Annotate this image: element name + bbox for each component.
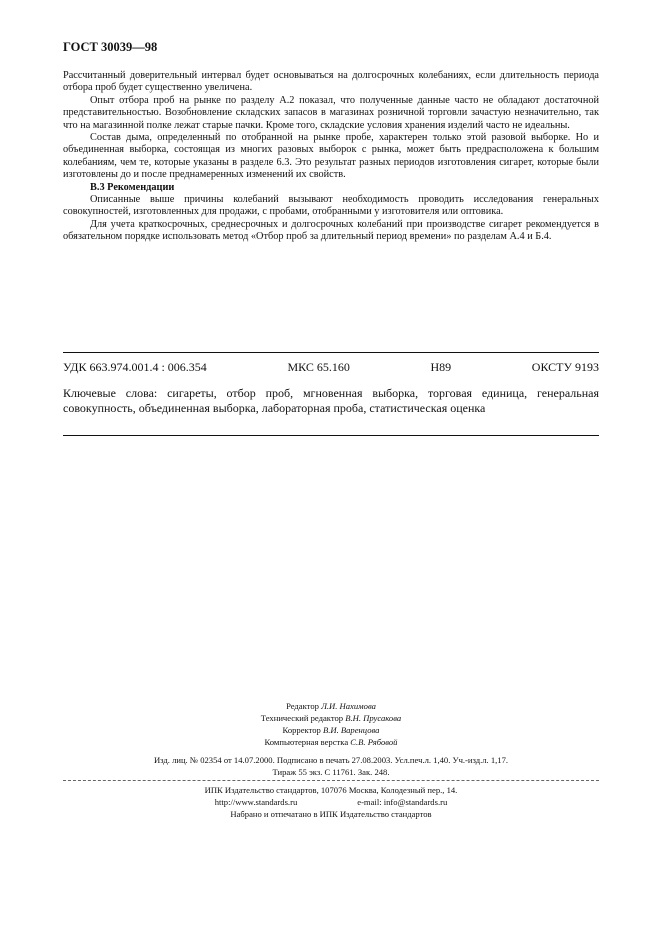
page-header-doc-id: ГОСТ 30039—98: [63, 40, 158, 54]
udk-code: УДК 663.974.001.4 : 006.354: [63, 360, 207, 374]
corrector-line: [63, 724, 599, 736]
paragraph-3: Состав дыма, определенный по отобранной на рынке пробе, характерен только этой разовой выборке. Но и объединенная выборка, состоящая из многих разовых выборок с рынка, может быть предрасположена к большим колебаниям, чем те, которые указаны в разделе 6.3. Это результат разных периодов изготовления сигарет, которые были изготовлены до и после преднамеренных изменений их свойств.: [63, 132, 599, 181]
okstu-code: ОКСТУ 9193: [531, 360, 599, 374]
top-divider: [63, 352, 599, 353]
layout-label: Компьютерная верстка: [264, 737, 349, 747]
imprint: [63, 700, 599, 820]
email-link[interactable]: e-mail: info@standards.ru: [357, 797, 448, 807]
bottom-divider: [63, 435, 599, 436]
publisher-line: ИПК Издательство стандартов, 107076 Москва, Колодезный пер., 14.: [204, 785, 458, 795]
dashed-divider: [63, 780, 599, 781]
paragraph-2: Опыт отбора проб на рынке по разделу А.2 показал, что полученные данные часто не обладают достаточной представительностью. Возобновление складских запасов в магазинах розничной торговли зачастую незначительно, так что на магазинной полке лежат старые пачки. Кроме того, складские условия хранения изделий часто не идеальны.: [63, 94, 599, 131]
paragraph-1: Рассчитанный доверительный интервал будет основываться на долгосрочных колебаниях, если длительность периода отбора проб будет существенно увеличена.: [63, 70, 599, 94]
classification-row: [63, 360, 599, 375]
keywords: Ключевые слова: сигареты, отбор проб, мгновенная выборка, торговая единица, генеральная совокупность, объединенная выборка, лабораторная проба, статистическая оценка: [63, 386, 599, 415]
tech-editor-name: В.Н. Прусакова: [345, 713, 402, 723]
corrector-label: Корректор: [282, 725, 321, 735]
body-text: [63, 70, 599, 244]
editor-line: [63, 700, 599, 712]
mks-code: МКС 65.160: [287, 360, 350, 374]
tech-editor-line: [63, 712, 599, 724]
paragraph-4: Описанные выше причины колебаний вызывают необходимость проводить исследования генеральных совокупностей, изготовленных для продажи, с пробами, отобранными у изготовителя или оптовика.: [63, 194, 599, 218]
editor-name: Л.И. Нахимова: [321, 701, 376, 711]
tech-editor-label: Технический редактор: [260, 713, 344, 723]
layout-line: [63, 736, 599, 748]
print-run-line: Тираж 55 экз. С 11761. Зак. 248.: [272, 767, 390, 777]
corrector-name: В.И. Варенцова: [322, 725, 380, 735]
group-code: Н89: [430, 360, 452, 374]
section-heading: В.3 Рекомендации: [90, 181, 175, 193]
editor-label: Редактор: [286, 701, 319, 711]
website-link[interactable]: http://www.standards.ru: [214, 797, 298, 807]
paragraph-5: Для учета краткосрочных, среднесрочных и долгосрочных колебаний при производстве сигарет рекомендуется в обязательном порядке использовать метод «Отбор проб за длительный период времени» по разделам А.4 и Б.4.: [63, 218, 599, 243]
layout-name: С.В. Рябовой: [350, 737, 398, 747]
license-line: Изд. лиц. № 02354 от 14.07.2000. Подписано в печать 27.08.2003. Усл.печ.л. 1,40. Уч.-изд.л. 1,17.: [153, 755, 509, 765]
contacts-row: [63, 796, 599, 808]
typeset-line: Набрано и отпечатано в ИПК Издательство стандартов: [230, 809, 432, 819]
